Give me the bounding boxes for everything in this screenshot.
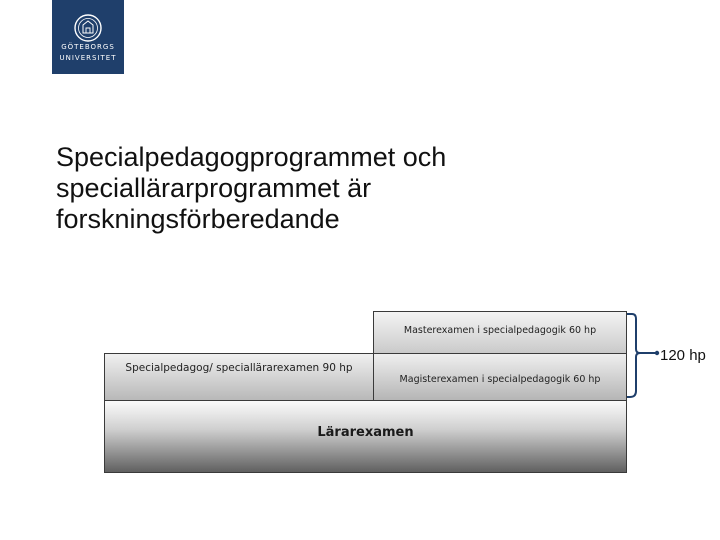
specialpedagog-box — [104, 353, 374, 402]
title-line-2: speciallärarprogrammet är — [56, 173, 372, 203]
university-seal-icon — [72, 13, 104, 43]
lararexamen-label: Lärarexamen — [317, 425, 414, 440]
title-line-1: Specialpedagogprogrammet och — [56, 142, 447, 172]
title-line-3: forskningsförberedande — [56, 204, 340, 234]
masterexamen-label: Masterexamen i specialpedagogik 60 hp — [403, 324, 597, 336]
logo-line-2: UNIVERSITET — [59, 54, 117, 62]
university-logo — [52, 0, 124, 74]
magisterexamen-label: Magisterexamen i specialpedagogik 60 hp — [399, 374, 601, 385]
page-title — [56, 142, 656, 235]
specialpedagog-label: Specialpedagog/ speciallärarexamen 90 hp — [125, 361, 353, 374]
masterexamen-box — [373, 311, 627, 355]
total-credits-label: 120 hp — [660, 347, 706, 364]
magisterexamen-box — [373, 353, 627, 402]
logo-line-1: GÖTEBORGS — [61, 43, 115, 51]
lararexamen-box — [104, 400, 627, 473]
